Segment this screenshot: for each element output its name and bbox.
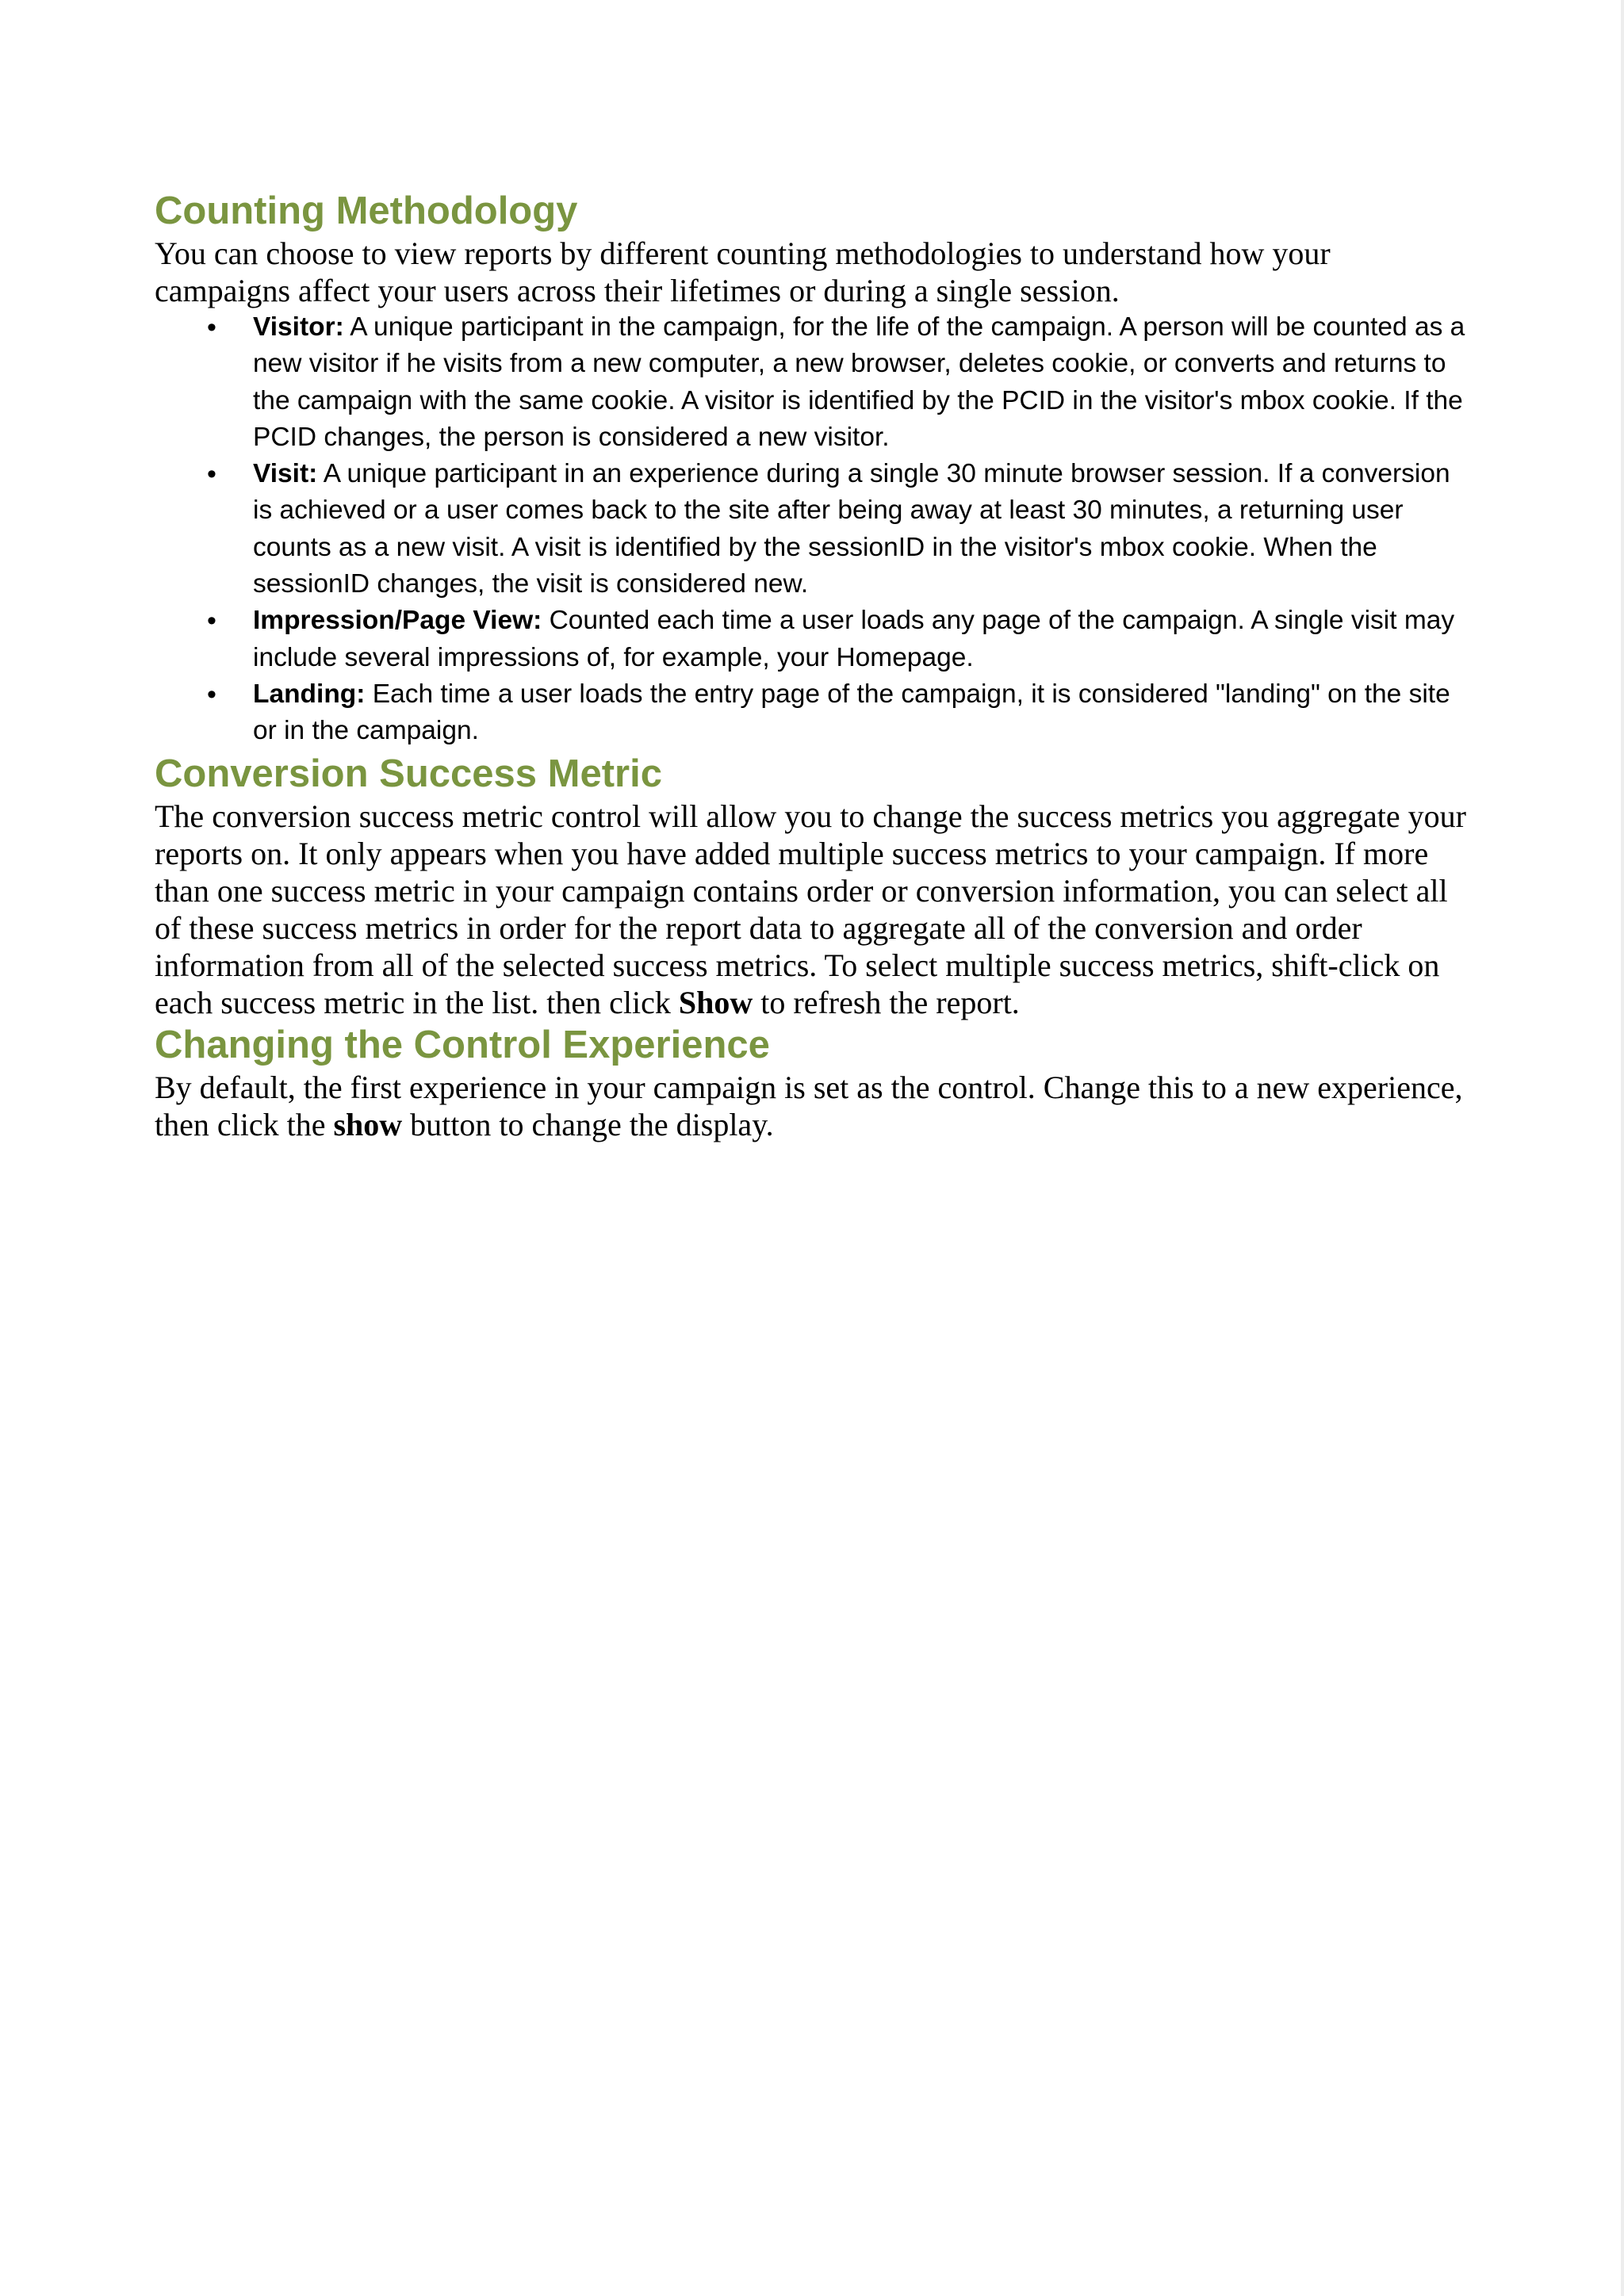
definition-visit: A unique participant in an experience during a single 30 minute browser session. If a conversion is achieved or a user comes back to the site after being away at least 30 minutes, a returning user counts as a new visit. A visit is identified by the sessionID in the visitor's mbox cookie. When the sessionID changes, the visit is considered new. — [253, 459, 1450, 599]
bullet-icon: • — [207, 312, 216, 342]
bullet-icon: • — [207, 459, 216, 490]
list-item-impression — [155, 603, 1469, 676]
term-impression: Impression/Page View: — [253, 606, 542, 636]
list-item-landing — [155, 676, 1469, 750]
counting-methodology-intro: You can choose to view reports by different counting methodologies to understand how your campaigns affect your users across their lifetimes or during a single session. — [155, 235, 1331, 308]
control-text-bold: show — [333, 1106, 403, 1142]
bullet-icon: • — [207, 679, 216, 710]
definition-visitor: A unique participant in the campaign, for the life of the campaign. A person will be counted as a new visitor if he visits from a new computer, a new browser, deletes cookie, or converts and returns to the campaign with the same cookie. A visitor is identified by the PCID in the visitor's mbox cookie. If the PCID changes, the person is considered a new visitor. — [253, 312, 1465, 452]
term-visitor: Visitor: — [253, 312, 344, 342]
definition-impression: Counted each time a user loads any page of the campaign. A single visit may include several impressions of, for example, your Homepage. — [253, 606, 1455, 672]
counting-methodology-heading: Counting Methodology — [155, 189, 578, 232]
conversion-text-before: The conversion success metric control will allow you to change the success metrics you aggregate your reports on. It only appears when you have added multiple success metrics to your campaign. If more than one success metric in your campaign contains order or conversion information, you can select all of these success metrics in order for the report data to aggregate all of the conversion and order information from all of the selected success metrics. To select multiple success metrics, shift-click on each success metric in the list. then click — [155, 798, 1466, 1020]
control-experience-paragraph — [155, 1069, 1469, 1143]
term-landing: Landing: — [253, 679, 366, 709]
definition-landing: Each time a user loads the entry page of the campaign, it is considered "landing" on the site or in the campaign. — [253, 679, 1450, 746]
conversion-text-after: to refresh the report. — [753, 984, 1020, 1020]
control-experience-heading: Changing the Control Experience — [155, 1023, 770, 1066]
conversion-success-metric-heading: Conversion Success Metric — [155, 752, 662, 795]
conversion-text-bold: Show — [678, 984, 753, 1020]
bullet-icon: • — [207, 606, 216, 637]
conversion-success-metric-paragraph — [155, 798, 1469, 1021]
control-text-before: By default, the first experience in your campaign is set as the control. Change this to a new experience, then click the — [155, 1069, 1463, 1142]
page-edge-divider — [1621, 0, 1624, 2296]
term-visit: Visit: — [253, 459, 318, 489]
list-item-visit — [155, 456, 1469, 603]
control-text-after: button to change the display. — [402, 1106, 774, 1142]
counting-methodology-list — [155, 309, 1469, 750]
list-item-visitor — [155, 309, 1469, 456]
